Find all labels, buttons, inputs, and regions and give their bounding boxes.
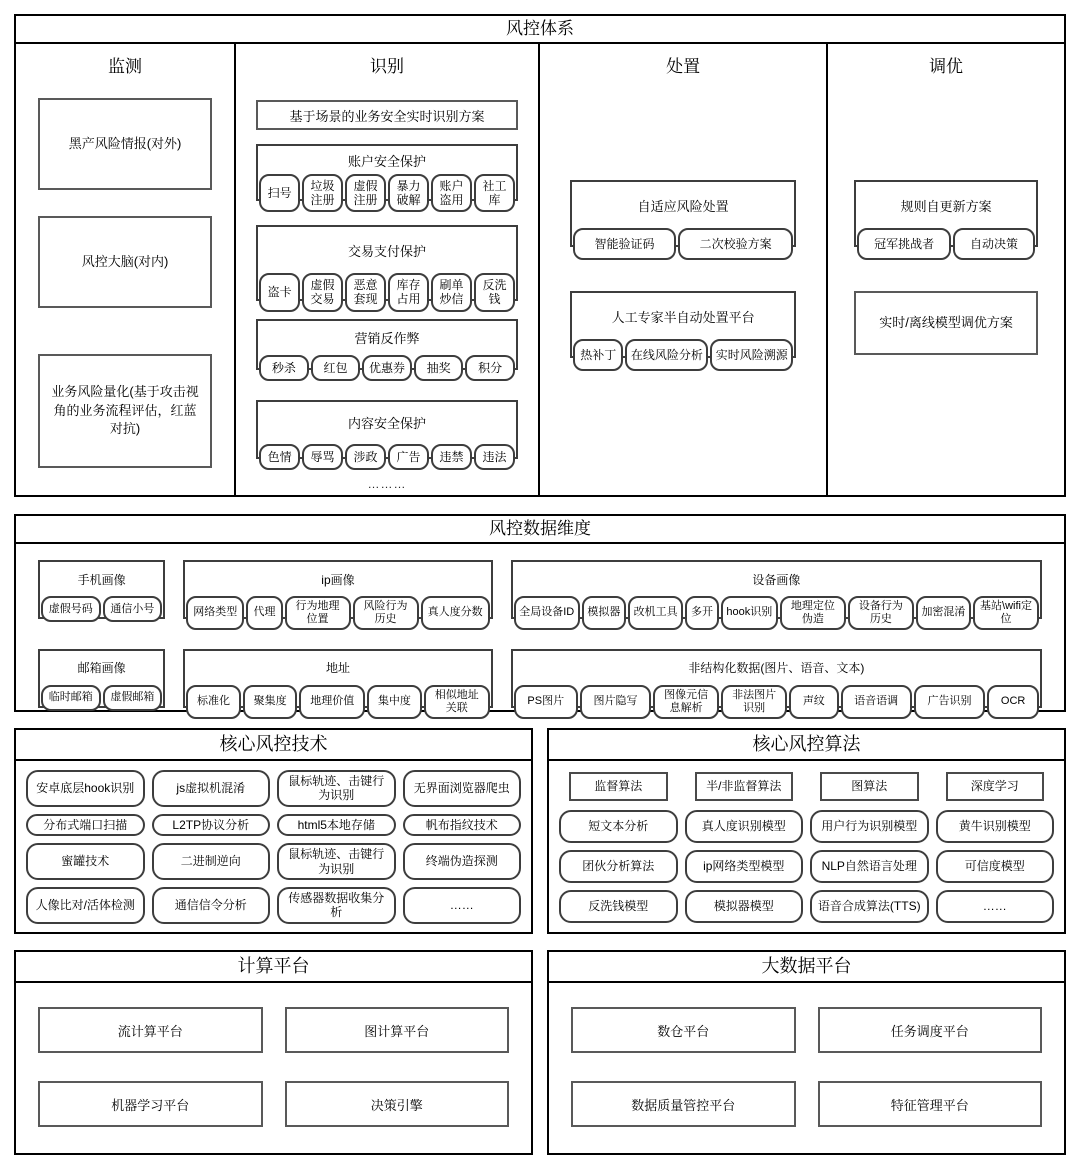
- platform-box: 机器学习平台: [38, 1081, 263, 1127]
- column-monitor: [16, 44, 236, 495]
- section-title: 风控体系: [16, 16, 1064, 44]
- pill: 安卓底层hook识别: [26, 770, 145, 807]
- pill-group: [256, 319, 518, 375]
- compute-platform-section: [14, 950, 533, 1155]
- pill-row: [572, 228, 794, 260]
- pill: 反洗钱模型: [559, 890, 678, 923]
- pill-row: [185, 596, 491, 630]
- info-box: 实时/离线模型调优方案: [854, 291, 1038, 355]
- pill-row: [258, 273, 516, 311]
- pill-group: [183, 649, 493, 714]
- pill: 相似地址关联: [424, 685, 490, 719]
- pill: 短文本分析: [559, 810, 678, 843]
- pill: L2TP协议分析: [152, 814, 271, 836]
- pill: 二次校验方案: [678, 228, 793, 260]
- pill-group: [38, 649, 165, 708]
- pill-row: [856, 228, 1036, 260]
- pill: ip网络类型模型: [685, 850, 804, 883]
- pill: PS图片: [514, 685, 578, 719]
- pill-group: [256, 400, 518, 464]
- info-box: 基于场景的业务安全实时识别方案: [256, 100, 518, 130]
- pill: 全局设备ID: [514, 596, 580, 630]
- group-title: 手机画像: [77, 572, 126, 587]
- pill: 违禁: [431, 444, 472, 470]
- pill: 临时邮箱: [41, 685, 101, 711]
- column-header: 识别: [370, 57, 405, 76]
- pill: 语音合成算法(TTS): [810, 890, 929, 923]
- bigdata-platform-section: [547, 950, 1066, 1155]
- pill: 反洗钱: [474, 273, 515, 311]
- group-title: 内容安全保护: [348, 416, 427, 432]
- risk-system-section: [14, 14, 1066, 497]
- pill: 色情: [259, 444, 300, 470]
- group-title: 邮箱画像: [77, 661, 126, 676]
- pill: 模拟器: [582, 596, 626, 630]
- pill-row: [513, 685, 1040, 719]
- pill: 用户行为识别模型: [810, 810, 929, 843]
- pill-row: [40, 685, 163, 711]
- pill: 地理价值: [299, 685, 365, 719]
- category-box: 半/非监督算法: [695, 772, 794, 801]
- column-header: 监测: [108, 57, 143, 76]
- pill: 广告识别: [914, 685, 985, 719]
- pill: 真人度分数: [421, 596, 490, 630]
- pill: 垃圾注册: [302, 174, 343, 212]
- category-box: 深度学习: [946, 772, 1045, 801]
- algo-grid: [549, 761, 1064, 932]
- pill: 热补丁: [573, 339, 623, 371]
- section-title: 核心风控算法: [549, 730, 1064, 761]
- pill: 鼠标轨迹、击键行为识别: [277, 843, 396, 880]
- pill: 通信信令分析: [152, 887, 271, 924]
- platform-grid: [16, 983, 531, 1127]
- pill: 行为地理位置: [285, 596, 351, 630]
- pill-group: [256, 225, 518, 307]
- pill: 标准化: [186, 685, 241, 719]
- ellipsis-dots: ………: [367, 476, 407, 491]
- dimension-row: [16, 649, 1064, 714]
- category-box: 监督算法: [569, 772, 668, 801]
- pill: 黄牛识别模型: [936, 810, 1055, 843]
- platform-box: 任务调度平台: [818, 1007, 1043, 1053]
- column-tune: [828, 44, 1064, 495]
- pill: 鼠标轨迹、击键行为识别: [277, 770, 396, 807]
- column-header: 处置: [666, 57, 701, 76]
- pill: 刷单炒信: [431, 273, 472, 311]
- dimension-row: [16, 560, 1064, 625]
- group-title: 地址: [325, 661, 350, 676]
- pill: 可信度模型: [936, 850, 1055, 883]
- pill: 语音语调: [841, 685, 912, 719]
- section-title: 风控数据维度: [16, 516, 1064, 544]
- info-box: 业务风险量化(基于攻击视角的业务流程评估，红蓝对抗): [38, 354, 212, 468]
- pill: 恶意套现: [345, 273, 386, 311]
- pill-group: [854, 180, 1038, 251]
- pill: 真人度识别模型: [685, 810, 804, 843]
- pill: 盗卡: [259, 273, 300, 311]
- pill-group: [570, 180, 796, 251]
- pill: 社工库: [474, 174, 515, 212]
- pill: 代理: [246, 596, 282, 630]
- platform-box: 特征管理平台: [818, 1081, 1043, 1127]
- pill-row: [40, 596, 163, 622]
- pill: 无界面浏览器爬虫: [403, 770, 522, 807]
- pill: 涉政: [345, 444, 386, 470]
- group-title: 人工专家半自动处置平台: [611, 309, 755, 325]
- pill-row: [258, 355, 516, 381]
- pill: 通信小号: [103, 596, 163, 622]
- pill: 虚假邮箱: [103, 685, 163, 711]
- pill: 秒杀: [259, 355, 309, 381]
- pill: ……: [403, 887, 522, 924]
- pill-group: [511, 649, 1042, 714]
- pill: hook识别: [721, 596, 778, 630]
- pill: 库存占用: [388, 273, 429, 311]
- pill: 辱骂: [302, 444, 343, 470]
- pill: 基站\wifi定位: [973, 596, 1039, 630]
- platform-box: 数据质量管控平台: [571, 1081, 796, 1127]
- risk-system-columns: [16, 44, 1064, 495]
- tech-grid: [16, 761, 531, 932]
- info-box: 黑产风险情报(对外): [38, 98, 212, 190]
- pill-group: [570, 291, 796, 362]
- pill: 违法: [474, 444, 515, 470]
- pill: ……: [936, 890, 1055, 923]
- pill-row: [572, 339, 794, 371]
- pill: 实时风险溯源: [710, 339, 793, 371]
- core-algo-section: [547, 728, 1066, 934]
- pill: NLP自然语言处理: [810, 850, 929, 883]
- pill-group: [256, 144, 518, 208]
- pill: 人像比对/活体检测: [26, 887, 145, 924]
- pill: 二进制逆向: [152, 843, 271, 880]
- section-title: 计算平台: [16, 952, 531, 983]
- pill: 非法图片识别: [721, 685, 787, 719]
- pill: 终端伪造探测: [403, 843, 522, 880]
- core-tech-section: [14, 728, 533, 934]
- pill: 冠军挑战者: [857, 228, 951, 260]
- pill: 加密混淆: [916, 596, 971, 630]
- section-title: 大数据平台: [549, 952, 1064, 983]
- pill: 聚集度: [243, 685, 298, 719]
- pill: html5本地存储: [277, 814, 396, 836]
- pill: 扫号: [259, 174, 300, 212]
- pill: 广告: [388, 444, 429, 470]
- pill-group: [183, 560, 493, 625]
- group-title: 非结构化数据(图片、语音、文本): [688, 661, 865, 676]
- pill: 多开: [685, 596, 719, 630]
- pill: js虚拟机混淆: [152, 770, 271, 807]
- platform-box: 流计算平台: [38, 1007, 263, 1053]
- pill: OCR: [987, 685, 1039, 719]
- group-title: 自适应风险处置: [637, 198, 729, 214]
- pill: 团伙分析算法: [559, 850, 678, 883]
- pill: 虚假注册: [345, 174, 386, 212]
- section-title: 核心风控技术: [16, 730, 531, 761]
- platform-box: 数仓平台: [571, 1007, 796, 1053]
- column-dispose: [540, 44, 828, 495]
- pill: 模拟器模型: [685, 890, 804, 923]
- pill: 虚假号码: [41, 596, 101, 622]
- pill: 风险行为历史: [353, 596, 419, 630]
- pill: 积分: [465, 355, 515, 381]
- platform-grid: [549, 983, 1064, 1127]
- pill: 分布式端口扫描: [26, 814, 145, 836]
- platform-box: 决策引擎: [285, 1081, 510, 1127]
- group-title: 营销反作弊: [354, 331, 420, 347]
- pill: 图像元信息解析: [653, 685, 719, 719]
- pill: 蜜罐技术: [26, 843, 145, 880]
- column-identify: [236, 44, 540, 495]
- group-title: 交易支付保护: [348, 243, 427, 259]
- pill-row: [258, 174, 516, 212]
- pill-row: [185, 685, 491, 719]
- platform-box: 图计算平台: [285, 1007, 510, 1053]
- pill: 抽奖: [414, 355, 464, 381]
- pill: 帆布指纹技术: [403, 814, 522, 836]
- data-dimensions-section: [14, 514, 1066, 712]
- pill: 图片隐写: [580, 685, 651, 719]
- pill: 设备行为历史: [848, 596, 914, 630]
- info-box: 风控大脑(对内): [38, 216, 212, 308]
- pill: 地理定位伪造: [780, 596, 846, 630]
- pill: 优惠券: [362, 355, 412, 381]
- pill: 红包: [311, 355, 361, 381]
- pill: 虚假交易: [302, 273, 343, 311]
- pill: 声纹: [789, 685, 838, 719]
- group-title: 账户安全保护: [348, 153, 427, 169]
- group-title: 设备画像: [752, 572, 801, 587]
- column-header: 调优: [929, 57, 964, 76]
- group-title: 规则自更新方案: [900, 198, 992, 214]
- pill: 暴力破解: [388, 174, 429, 212]
- category-box: 图算法: [820, 772, 919, 801]
- pill: 自动决策: [953, 228, 1035, 260]
- pill: 账户盗用: [431, 174, 472, 212]
- pill-group: [511, 560, 1042, 625]
- pill: 智能验证码: [573, 228, 676, 260]
- pill: 网络类型: [186, 596, 244, 630]
- group-title: ip画像: [321, 572, 355, 587]
- pill: 集中度: [367, 685, 422, 719]
- pill-row: [513, 596, 1040, 630]
- pill: 改机工具: [628, 596, 683, 630]
- pill: 传感器数据收集分析: [277, 887, 396, 924]
- pill-group: [38, 560, 165, 619]
- pill: 在线风险分析: [625, 339, 708, 371]
- pill-row: [258, 444, 516, 470]
